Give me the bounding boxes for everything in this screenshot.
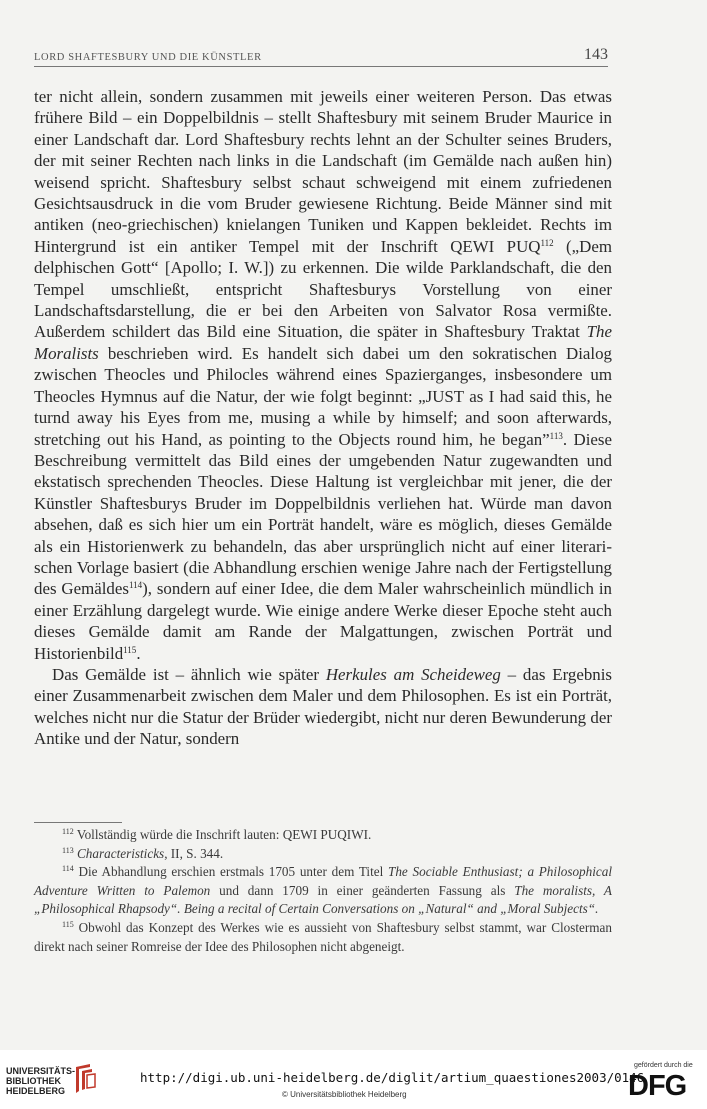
footnote-115: $^{115}$ Obwohl das Konzept des Werkes wie es aussieht von Shaftesbury selbst stammt, war Closterman direkt nach seiner Romreise der Idee des Philosophen nicht abgeneigt.: [34, 919, 613, 954]
running-header: [34, 44, 608, 67]
title-the-moralists: The Moralists: [34, 322, 612, 363]
footnote-divider: [34, 822, 122, 823]
dfg-caption: gefördert durch die: [634, 1062, 693, 1069]
running-title: LORD SHAFTESBURY UND DIE KÜNSTLER: [34, 52, 262, 63]
footnotes: [34, 826, 612, 956]
paragraph-2: Das Gemälde ist – ähnlich wie später Herkules am Scheideweg – das Ergebnis einer Zusammenarbeit zwischen dem Maler und dem Philosophen. Es ist ein Porträt, welches nicht nur die Statur der Brüder wiedergibt, nicht nur deren Bewunderung der Antike und der Natur, sondern: [34, 664, 612, 749]
university-library-logo[interactable]: UNIVERSITÄTS- BIBLIOTHEK HEIDELBERG: [6, 1066, 76, 1096]
footnote-ref-112[interactable]: 112: [540, 237, 554, 248]
footnote-113: $^{113}$ Characteristicks, II, S. 344.: [62, 845, 224, 861]
copyright-notice: © Universitätsbibliothek Heidelberg: [282, 1090, 407, 1099]
footnote-112: $^{112}$ Vollständig würde die Inschrift lauten: QEWI PUQIWI.: [62, 827, 372, 842]
footnote-ref-114[interactable]: 114: [128, 580, 143, 591]
footnote-ref-113[interactable]: 113: [549, 430, 563, 441]
title-herkules: Herkules am Scheideweg: [325, 664, 501, 684]
footnote-ref-115[interactable]: 115: [123, 644, 137, 655]
library-emblem-icon: [72, 1063, 96, 1095]
page-number: 143: [584, 46, 608, 63]
dfg-logo[interactable]: DFG: [628, 1070, 687, 1102]
footnote-114: $^{114}$ Die Abhandlung erschien erstmals 1705 unter dem Titel The Sociable Enthusiast; a Philosophical Adventure Written to Palemon und dann 1709 in einer geänderten Fassung als The moralists, A „Philosophical Rhapsody“. Being a recital of Certain Conversations on „Natural“ and „Moral Subjects“.: [34, 864, 613, 917]
permalink-url[interactable]: http://digi.ub.uni-heidelberg.de/diglit/artium_quaestiones2003/0146: [140, 1070, 645, 1085]
digitization-footer: [0, 1050, 707, 1109]
paragraph-1: ter nicht allein, sondern zusammen mit jeweils einer weiteren Person. Das etwas frühere Bild – ein Doppelbildnis – stellt Shaftesbury mit seinem Bruder Maurice in einer Landschaft dar. Lord Shaftesbury rechts lehnt an der Schulter seines Bruders, der mit seiner Rechten nach links in die Landschaft (im Gemälde nach außen hin) weisend spricht. Shaftesbury selbst schaut schweigend mit einem zufriedenen Gesichtsausdruck in die vom Bruder gewiesene Richtung. Beide Männer sind mit antiken (neo-griechischen) knielangen Tuniken und Kappen bekleidet. Rechts im Hintergrund ist ein antiker Tempel mit der Inschrift QEWI PUQ$^{112}$ („Dem delphischen Gott“ [Apollo; I. W.]) zu erkennen. Die wilde Parklandschaft, die den Tempel umschließt, entspricht Shaftesburys Vorstellung von einer Landschaftsdarstellung, die er bei den Arbeiten von Salvator Rosa vermißte. Außerdem schildert das Bild eine Situation, die später in Shaftesbury Traktat The Moralists beschrieben wird. Es handelt sich dabei um den sokratischen Dialog zwischen Theocles und Philocles während eines Spazierganges, insbesondere um Theocles Hymnus auf die Natur, der wie folgt beginnt: „JUST as I had said this, he turnd away his Eyes from me, musing a while by himself; and soon afterwards, stretching out his Hand, as pointing to the Objects round him, he began”$^{113}$. Diese Beschreibung vermittelt das Bild eines der umgebenden Natur zugewandten und ekstatisch sprechenden Theocles. Diese Haltung ist vergleichbar mit jener, die der Künstler Shaftesburys Bruder im Doppelbildnis verliehen hat. Würde man davon absehen, daß es sich hier um ein Porträt handelt, wäre es möglich, dieses Gemälde als ein Historienwerk zu behandeln, das aber ursprünglich nicht auf einer literarischen Vorlage basiert (die Abhandlung erschien wenige Jahre nach der Fertigstellung des Gemäldes$^{114}$), sondern auf einer Idee, die dem Maler wahrscheinlich mündlich in einer Erzählung dargelegt wurde. Wie einige andere Werke dieser Epoche steht auch dieses Gemälde damit am Rande der Malgattungen, zwischen Porträt und Historienbild$^{115}$.: [34, 87, 613, 663]
main-text: [34, 86, 612, 750]
